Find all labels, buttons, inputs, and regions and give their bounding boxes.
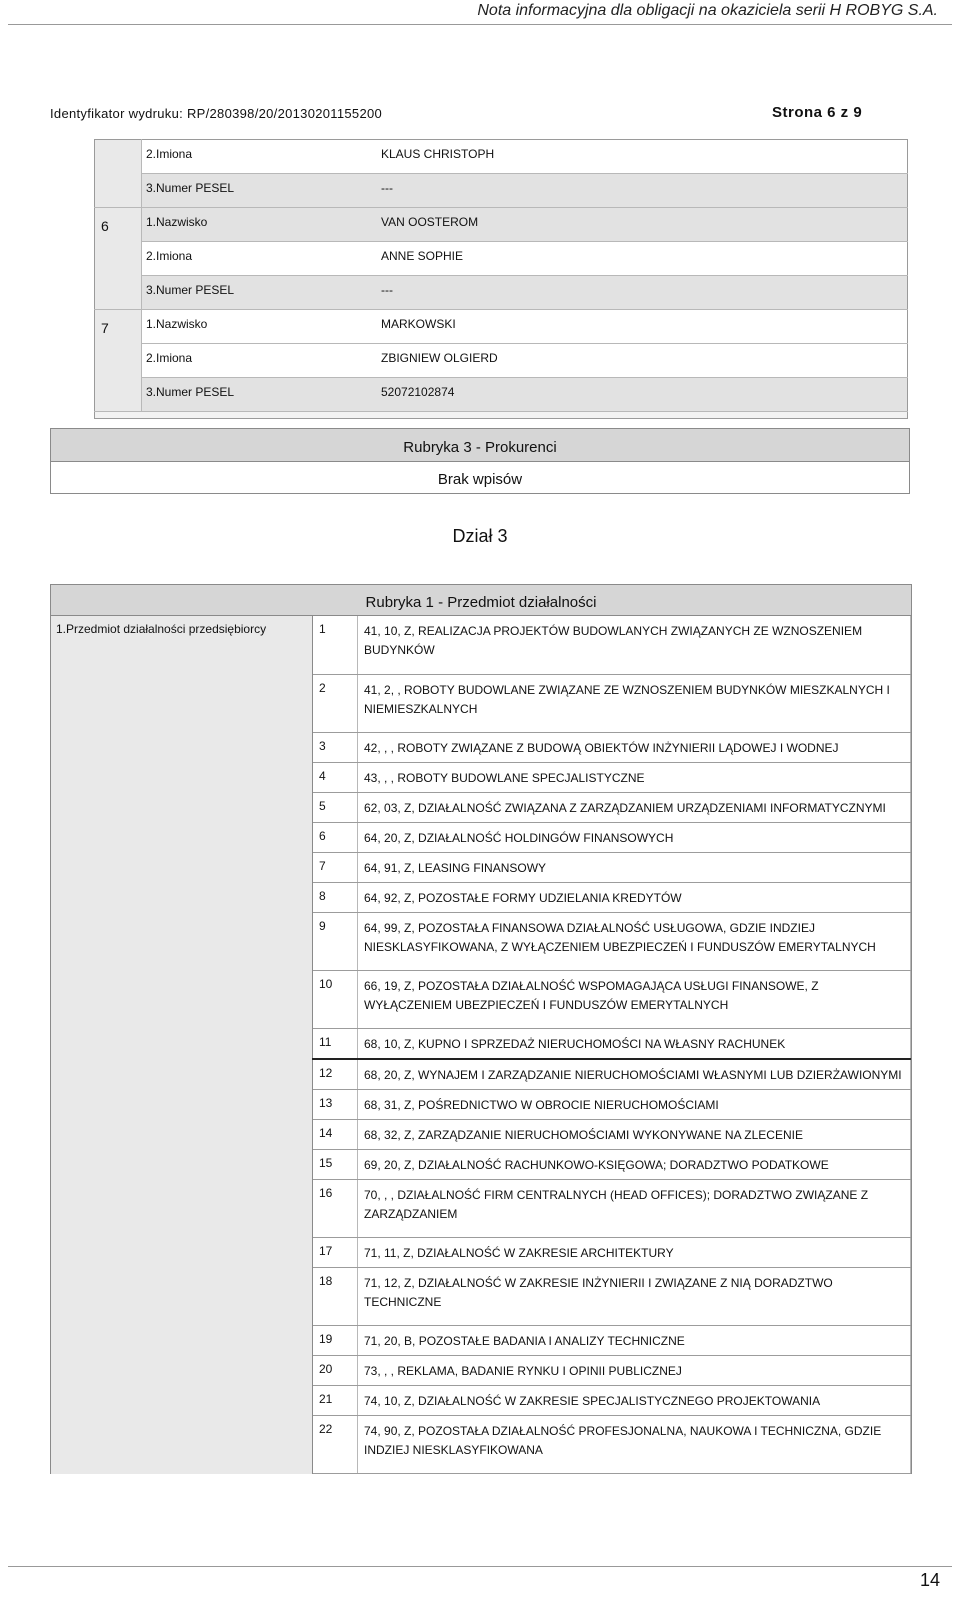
activity-number: 19 bbox=[313, 1326, 358, 1356]
field-label: 3.Numer PESEL bbox=[142, 378, 380, 412]
table-row bbox=[95, 208, 908, 242]
activity-number: 9 bbox=[313, 913, 358, 971]
activity-number: 22 bbox=[313, 1416, 358, 1474]
activity-number: 6 bbox=[313, 823, 358, 853]
rubryka-przedmiot-dzialalnosci bbox=[50, 584, 912, 1474]
footer-page-number: 14 bbox=[919, 1570, 940, 1590]
field-value: ZBIGNIEW OLGIERD bbox=[379, 344, 908, 378]
activity-text: 68, 32, Z, ZARZĄDZANIE NIERUCHOMOŚCIAMI WYKONYWANE NA ZLECENIE bbox=[358, 1120, 911, 1150]
activity-text: 74, 10, Z, DZIAŁALNOŚĆ W ZAKRESIE SPECJALISTYCZNEGO PROJEKTOWANIA bbox=[358, 1386, 911, 1416]
activity-number: 21 bbox=[313, 1386, 358, 1416]
person-number: 6 bbox=[95, 208, 142, 310]
activity-number: 16 bbox=[313, 1180, 358, 1238]
activity-number: 20 bbox=[313, 1356, 358, 1386]
activity-number: 5 bbox=[313, 793, 358, 823]
activity-number: 13 bbox=[313, 1090, 358, 1120]
print-identifier: Identyfikator wydruku: RP/280398/20/20130201155200 bbox=[50, 106, 383, 121]
field-label: 2.Imiona bbox=[142, 242, 380, 276]
activity-text: 68, 31, Z, POŚREDNICTWO W OBROCIE NIERUCHOMOŚCIAMI bbox=[358, 1090, 911, 1120]
activity-text: 64, 99, Z, POZOSTAŁA FINANSOWA DZIAŁALNOŚĆ USŁUGOWA, GDZIE INDZIEJ NIESKLASYFIKOWANA, Z WYŁĄCZENIEM UBEZPIECZEŃ I FUNDUSZÓW EMERYTALNYCH bbox=[358, 913, 911, 971]
table-row bbox=[95, 412, 908, 419]
activity-text: 64, 92, Z, POZOSTAŁE FORMY UDZIELANIA KREDYTÓW bbox=[358, 883, 911, 913]
section-heading: Rubryka 3 - Prokurenci bbox=[51, 429, 909, 462]
activity-text: 71, 12, Z, DZIAŁALNOŚĆ W ZAKRESIE INŻYNIERII I ZWIĄZANE Z NIĄ DORADZTWO TECHNICZNE bbox=[358, 1268, 911, 1326]
activity-text: 66, 19, Z, POZOSTAŁA DZIAŁALNOŚĆ WSPOMAGAJĄCA USŁUGI FINANSOWE, Z WYŁĄCZENIEM UBEZPIECZEŃ I FUNDUSZÓW EMERYTALNYCH bbox=[358, 971, 911, 1029]
activity-text: 64, 20, Z, DZIAŁALNOŚĆ HOLDINGÓW FINANSOWYCH bbox=[358, 823, 911, 853]
table-row bbox=[95, 174, 908, 208]
activity-text: 62, 03, Z, DZIAŁALNOŚĆ ZWIĄZANA Z ZARZĄDZANIEM URZĄDZENIAMI INFORMATYCZNYMI bbox=[358, 793, 911, 823]
field-label: 2.Imiona bbox=[142, 140, 380, 174]
activity-text: 41, 2, , ROBOTY BUDOWLANE ZWIĄZANE ZE WZNOSZENIEM BUDYNKÓW MIESZKALNYCH I NIEMIESZKALNYCH bbox=[358, 675, 911, 733]
activity-number: 1 bbox=[313, 616, 358, 675]
field-value: 52072102874 bbox=[379, 378, 908, 412]
field-label: 2.Imiona bbox=[142, 344, 380, 378]
field-value: KLAUS CHRISTOPH bbox=[379, 140, 908, 174]
activity-number: 10 bbox=[313, 971, 358, 1029]
activity-number: 7 bbox=[313, 853, 358, 883]
activity-number: 4 bbox=[313, 763, 358, 793]
field-value: VAN OOSTEROM bbox=[379, 208, 908, 242]
activity-text: 68, 20, Z, WYNAJEM I ZARZĄDZANIE NIERUCHOMOŚCIAMI WŁASNYMI LUB DZIERŻAWIONYMI bbox=[358, 1059, 911, 1090]
activity-text: 73, , , REKLAMA, BADANIE RYNKU I OPINII PUBLICZNEJ bbox=[358, 1356, 911, 1386]
dzial-title: Dział 3 bbox=[452, 526, 508, 546]
field-value: MARKOWSKI bbox=[379, 310, 908, 344]
table-row bbox=[95, 276, 908, 310]
section-heading: Rubryka 1 - Przedmiot działalności bbox=[51, 585, 911, 616]
activity-text: 64, 91, Z, LEASING FINANSOWY bbox=[358, 853, 911, 883]
activity-text: 71, 11, Z, DZIAŁALNOŚĆ W ZAKRESIE ARCHITEKTURY bbox=[358, 1238, 911, 1268]
table-row bbox=[95, 344, 908, 378]
rubryka-prokurenci bbox=[50, 428, 910, 494]
activity-text: 43, , , ROBOTY BUDOWLANE SPECJALISTYCZNE bbox=[358, 763, 911, 793]
table-filler bbox=[313, 1474, 911, 1475]
field-value: --- bbox=[379, 276, 908, 310]
section-body: Brak wpisów bbox=[437, 471, 523, 488]
activity-number: 17 bbox=[313, 1238, 358, 1268]
activity-label: 1.Przedmiot działalności przedsiębiorcy bbox=[51, 616, 313, 1474]
person-number: 7 bbox=[95, 310, 142, 412]
header-divider bbox=[8, 24, 952, 25]
person-number bbox=[95, 140, 142, 208]
document-header-title: Nota informacyjna dla obligacji na okaziciela serii H ROBYG S.A. bbox=[477, 2, 938, 19]
field-value: --- bbox=[379, 174, 908, 208]
field-value: ANNE SOPHIE bbox=[379, 242, 908, 276]
field-label: 3.Numer PESEL bbox=[142, 276, 380, 310]
table-row bbox=[51, 616, 911, 675]
activity-text: 41, 10, Z, REALIZACJA PROJEKTÓW BUDOWLANYCH ZWIĄZANYCH ZE WZNOSZENIEM BUDYNKÓW bbox=[358, 616, 911, 675]
table-row bbox=[95, 310, 908, 344]
table-row bbox=[95, 378, 908, 412]
activity-number: 18 bbox=[313, 1268, 358, 1326]
activity-table bbox=[51, 616, 911, 1474]
activity-text: 71, 20, B, POZOSTAŁE BADANIA I ANALIZY TECHNICZNE bbox=[358, 1326, 911, 1356]
table-tail bbox=[95, 412, 908, 419]
activity-text: 68, 10, Z, KUPNO I SPRZEDAŻ NIERUCHOMOŚCI NA WŁASNY RACHUNEK bbox=[358, 1029, 911, 1060]
activity-number: 14 bbox=[313, 1120, 358, 1150]
activity-text: 69, 20, Z, DZIAŁALNOŚĆ RACHUNKOWO-KSIĘGOWA; DORADZTWO PODATKOWE bbox=[358, 1150, 911, 1180]
field-label: 1.Nazwisko bbox=[142, 208, 380, 242]
footer-divider bbox=[8, 1566, 952, 1567]
activity-text: 74, 90, Z, POZOSTAŁA DZIAŁALNOŚĆ PROFESJONALNA, NAUKOWA I TECHNICZNA, GDZIE INDZIEJ NIESKLASYFIKOWANA bbox=[358, 1416, 911, 1474]
activity-text: 70, , , DZIAŁALNOŚĆ FIRM CENTRALNYCH (HEAD OFFICES); DORADZTWO ZWIĄZANE Z ZARZĄDZANIEM bbox=[358, 1180, 911, 1238]
activity-number: 3 bbox=[313, 733, 358, 763]
activity-number: 15 bbox=[313, 1150, 358, 1180]
table-row bbox=[95, 242, 908, 276]
activity-number: 2 bbox=[313, 675, 358, 733]
field-label: 3.Numer PESEL bbox=[142, 174, 380, 208]
field-label: 1.Nazwisko bbox=[142, 310, 380, 344]
page-indicator: Strona 6 z 9 bbox=[772, 104, 863, 121]
activity-text: 42, , , ROBOTY ZWIĄZANE Z BUDOWĄ OBIEKTÓW INŻYNIERII LĄDOWEJ I WODNEJ bbox=[358, 733, 911, 763]
persons-table bbox=[94, 139, 908, 419]
activity-number: 11 bbox=[313, 1029, 358, 1060]
activity-number: 8 bbox=[313, 883, 358, 913]
activity-number: 12 bbox=[313, 1059, 358, 1090]
table-row bbox=[95, 140, 908, 174]
